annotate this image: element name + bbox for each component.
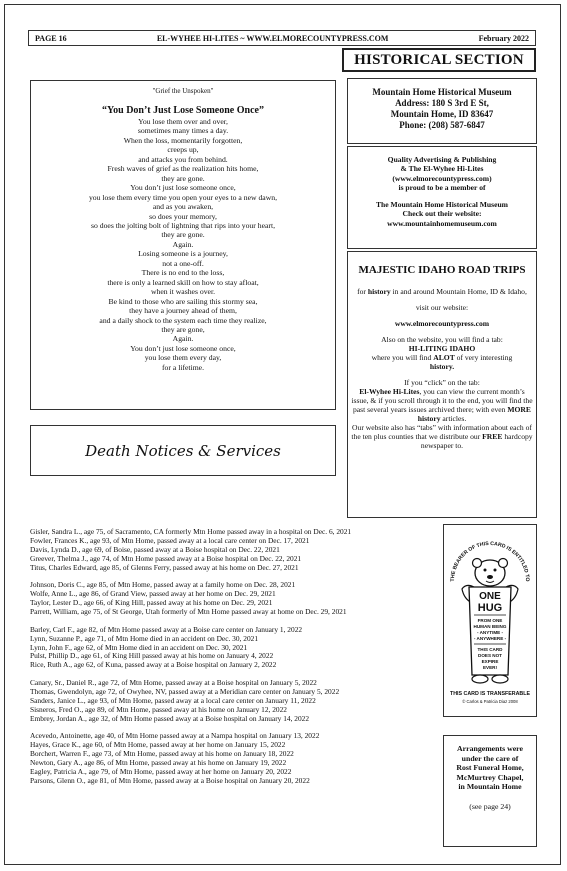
hug-anywhere: - ANYWHERE - bbox=[473, 636, 507, 641]
notice-group bbox=[30, 528, 442, 573]
road-trips-archive-info: If you “click” on the tab: El-Wyhee Hi-Lites, you can view the current month’s issue, & if you scroll through it to the end, you will find the past several years issues archived there; with even MORE history articles. Our website also has “tabs” with information about each of the ten plus counties that we distribute our FREE hardcopy newspaper to. bbox=[351, 378, 533, 450]
notice-group bbox=[30, 732, 442, 785]
list-item: Thomas, Gwendolyn, age 72, of Owyhee, NV, passed away at a Meridian care center on January 5, 2022 bbox=[30, 686, 340, 696]
poem-line: and a daily shock to the system each time they realize, bbox=[99, 315, 267, 325]
death-notices-heading: Death Notices & Services bbox=[85, 441, 281, 460]
arrangements-box bbox=[443, 735, 537, 847]
website-link[interactable]: www.elmorecountypress.com bbox=[394, 319, 490, 328]
poem-line: so does your memory, bbox=[149, 211, 217, 221]
list-item: Davis, Lynda D., age 69, of Boise, passed away at a Boise hospital on Dec. 22, 2021 bbox=[30, 544, 280, 554]
list-item: Borchert, Warren F., age 73, of Mtn Home, passed away at his home on January 18, 2022 bbox=[30, 749, 294, 759]
list-item: Barley, Carl F., age 82, of Mtn Home passed away at a Boise care center on January 1, 2022 bbox=[30, 624, 303, 634]
museum-website-link[interactable]: www.mountainhomemuseum.com bbox=[387, 218, 497, 228]
list-item: Lynn, Suzanne P., age 71, of Mtn Home died in an accident on Dec. 30, 2021 bbox=[30, 633, 259, 643]
arrangements-line: McMurtrey Chapel, bbox=[456, 772, 524, 782]
poem-line: You don’t just lose someone once, bbox=[130, 343, 236, 353]
list-item: Parsons, Glenn O., age 81, of Mtn Home, passed away at a Boise hospital on January 20, 2022 bbox=[30, 775, 310, 785]
advert-line: The Mountain Home Historical Museum bbox=[375, 200, 509, 210]
poem-line: Again. bbox=[172, 334, 194, 344]
bear-foot-icon bbox=[472, 675, 488, 683]
advert-line: & The El-Wyhee Hi-Lites bbox=[400, 164, 484, 174]
page-header bbox=[28, 30, 536, 46]
poem-subtitle: "Grief the Unspoken" bbox=[152, 87, 214, 95]
list-item: Acevedo, Antoinette, age 40, of Mtn Home passed away at a Nampa hospital on January 13, 2022 bbox=[30, 731, 320, 741]
poem-box bbox=[30, 80, 336, 410]
poem-line: When the loss, momentarily forgotten, bbox=[123, 135, 243, 145]
publication-line: EL-WYHEE HI-LITES ~ WWW.ELMORECOUNTYPRESS.COM bbox=[156, 33, 389, 43]
museum-name: Mountain Home Historical Museum bbox=[372, 87, 512, 97]
hug-expire-line: DOES NOT bbox=[478, 653, 502, 658]
poem-title: “You Don’t Just Lose Someone Once” bbox=[102, 105, 264, 116]
bear-ear-icon bbox=[499, 559, 508, 568]
notice-group bbox=[30, 581, 442, 617]
death-notices-list bbox=[30, 528, 442, 795]
museum-phone: Phone: (208) 587-6847 bbox=[399, 120, 485, 130]
hug-anytime: - ANYTIME - bbox=[476, 630, 504, 635]
list-item: Canary, Sr., Daniel R., age 72, of Mtn Home, passed away at a Boise hospital on January 5, 2022 bbox=[30, 678, 317, 688]
poem-line: and attacks you from behind. bbox=[138, 154, 228, 164]
road-trips-intro: for history in and around Mountain Home, ID & Idaho, bbox=[357, 287, 527, 296]
bear-ear-icon bbox=[473, 559, 482, 568]
advert-link[interactable]: (www.elmorecountypress.com) bbox=[392, 173, 492, 183]
poem-line: they are gone. bbox=[161, 230, 205, 240]
hug-card bbox=[443, 524, 537, 717]
arrangements-line: in Mountain Home bbox=[458, 782, 522, 792]
list-item: Greever, Thelma J., age 74, of Mtn Home passed away at a Boise hospital on Dec. 22, 2021 bbox=[30, 553, 302, 563]
hug-one: ONE bbox=[479, 591, 501, 602]
poem-line: they have a journey ahead of them, bbox=[129, 306, 237, 316]
list-item: Titus, Charles Edward, age 85, of Glenns Ferry, passed away at his home on Dec. 27, 2021 bbox=[30, 562, 299, 572]
notice-group bbox=[30, 679, 442, 724]
museum-box bbox=[347, 78, 537, 144]
list-item: Johnson, Doris C., age 85, of Mtn Home, passed away at a family home on Dec. 28, 2021 bbox=[30, 580, 296, 590]
bear-foot-icon bbox=[492, 675, 508, 683]
poem-line: Be kind to those who are sailing this stormy sea, bbox=[108, 296, 258, 306]
poem-line: so does the jolting bolt of lightning that rips into your heart, bbox=[90, 220, 276, 230]
poem-line: sometimes many times a day. bbox=[137, 126, 229, 136]
advert-line: Check out their website: bbox=[402, 209, 482, 219]
notice-group bbox=[30, 626, 442, 671]
list-item: Parrett, William, age 75, of St George, Utah formerly of Mtn Home passed away at home on Dec. 29, 2021 bbox=[30, 607, 347, 617]
road-trips-tab-info: Also on the website, you will find a tab: HI-LITING IDAHO where you will find ALOT of very interesting history. bbox=[371, 335, 513, 371]
section-title: HISTORICAL SECTION bbox=[342, 48, 536, 72]
museum-address: Address: 180 S 3rd E St, bbox=[395, 98, 489, 108]
poem-lines bbox=[31, 117, 335, 372]
poem-line: not a one-off. bbox=[162, 258, 204, 268]
hug-arc-text: THE BEARER OF THIS CARD IS ENTITLED TO bbox=[449, 540, 531, 582]
poem-line: you lose them every time you open your eyes to a new dawn, bbox=[88, 192, 278, 202]
road-trips-box bbox=[347, 251, 537, 518]
death-notices-heading-box bbox=[30, 425, 336, 476]
list-item: Gisler, Sandra L., age 75, of Sacramento, CA formerly Mtn Home passed away in a hospital on Dec. 6, 2021 bbox=[30, 527, 352, 536]
hug-copyright: © Carlos & Patricia Diaz 2008 bbox=[462, 699, 518, 704]
poem-line: and as you awaken, bbox=[152, 202, 214, 212]
hug-transferable: THIS CARD IS TRANSFERABLE bbox=[449, 691, 531, 697]
list-item: Newton, Gary A., age 86, of Mtn Home, passed away at his home on January 19, 2022 bbox=[30, 758, 287, 768]
road-trips-visit: visit our website: bbox=[415, 303, 469, 312]
list-item: Rice, Ruth A., age 62, of Kuna, passed away at a Boise hospital on January 2, 2022 bbox=[30, 660, 277, 670]
list-item: Sanders, Janice L., age 93, of Mtn Home, passed away at a local care center on January 11, 2022 bbox=[30, 695, 316, 705]
list-item: Hayes, Grace K., age 60, of Mtn Home, passed away at her home on January 15, 2022 bbox=[30, 740, 286, 750]
advert-line: is proud to be a member of bbox=[398, 182, 486, 192]
list-item: Fowler, Frances K., age 93, of Mtn Home, passed away at a local care center on Dec. 17, 2021 bbox=[30, 535, 310, 545]
hug-from-line: HUMAN BEING bbox=[473, 624, 507, 629]
list-item: Taylor, Lester D., age 66, of King Hill, passed away at his home on Dec. 29, 2021 bbox=[30, 598, 273, 608]
see-page-reference: (see page 24) bbox=[469, 801, 511, 811]
hug-word: HUG bbox=[477, 602, 503, 614]
list-item: Wolfe, Anne L., age 86, of Grand View, passed away at her home on Dec. 29, 2021 bbox=[30, 589, 276, 599]
poem-line: there is only a learned skill on how to stay afloat, bbox=[107, 277, 259, 287]
hug-expire-line: EVER! bbox=[482, 665, 498, 670]
poem-line: when it washes over. bbox=[150, 287, 216, 297]
list-item: Eagley, Patricia A., age 79, of Mtn Home, passed away at her home on January 20, 2022 bbox=[30, 767, 292, 777]
poem-line: There is no end to the loss, bbox=[141, 268, 225, 278]
issue-date: February 2022 bbox=[478, 33, 529, 43]
road-trips-title: MAJESTIC IDAHO ROAD TRIPS bbox=[358, 264, 526, 276]
poem-line: You lose them over and over, bbox=[138, 117, 228, 126]
hug-expire-line: EXPIRE bbox=[481, 659, 499, 664]
poem-line: Losing someone is a journey, bbox=[138, 249, 228, 259]
poem-line: for a lifetime. bbox=[161, 362, 205, 372]
poem-line: You don’t just lose someone once, bbox=[130, 183, 236, 193]
poem-line: you lose them every day, bbox=[144, 353, 222, 363]
museum-city: Mountain Home, ID 83647 bbox=[390, 109, 494, 119]
arrangements-line: Rost Funeral Home, bbox=[456, 763, 524, 773]
hug-card-illustration bbox=[444, 525, 535, 715]
poem-line: Again. bbox=[172, 239, 194, 249]
arrangements-line: Arrangements were bbox=[457, 744, 523, 753]
list-item: Sisneros, Fred O., age 89, of Mtn Home, passed away at his home on January 12, 2022 bbox=[30, 704, 287, 714]
poem-line: they are gone. bbox=[161, 173, 205, 183]
list-item: Embrey, Jordan A., age 32, of Mtn Home passed away at a Boise hospital on January 14, 2022 bbox=[30, 713, 310, 723]
hug-expire-line: THIS CARD bbox=[477, 647, 503, 652]
poem-line: creeps up, bbox=[167, 145, 199, 155]
page-number: PAGE 16 bbox=[35, 33, 67, 43]
list-item: Lynn, John F., age 62, of Mtn Home died in an accident on Dec. 30, 2021 bbox=[30, 642, 248, 652]
list-item: Pulst, Phillip D., age 61, of King Hill passed away at his home on January 4, 2022 bbox=[30, 651, 274, 661]
membership-box bbox=[347, 146, 537, 249]
poem-line: they are gone, bbox=[161, 324, 205, 334]
hug-from-line: FROM ONE bbox=[477, 618, 503, 623]
advert-line: Quality Advertising & Publishing bbox=[387, 155, 497, 164]
poem-line: Fresh waves of grief as the realization hits home, bbox=[107, 164, 259, 174]
arrangements-line: under the care of bbox=[461, 753, 519, 763]
